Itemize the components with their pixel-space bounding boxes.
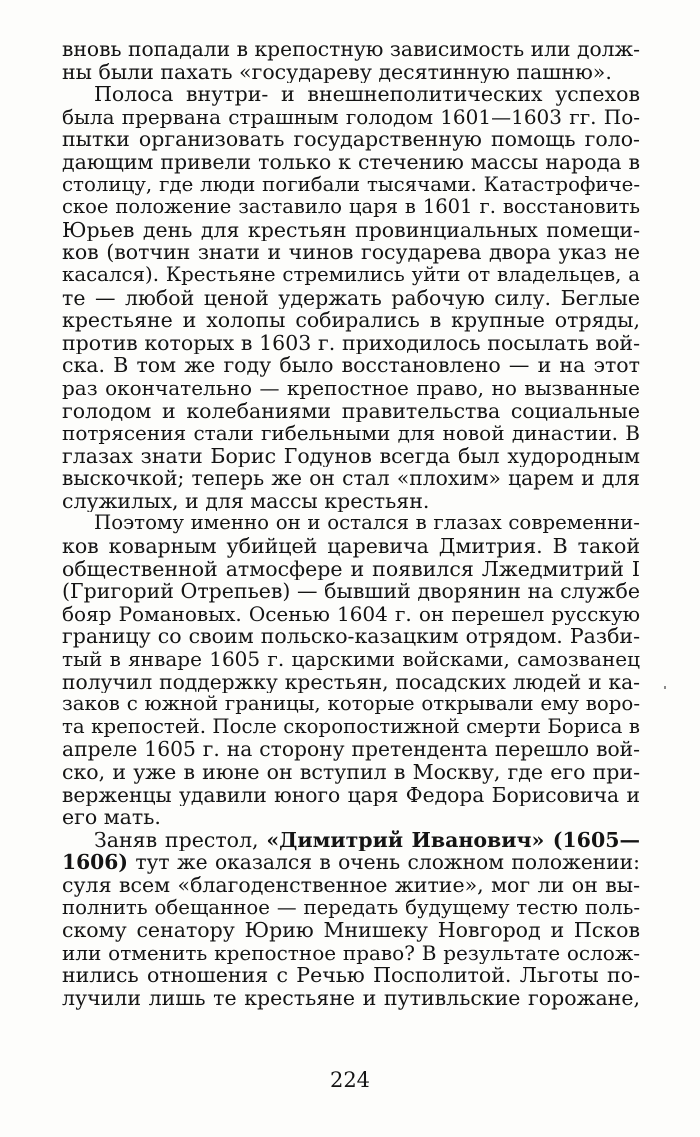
text-line: ков (вотчин знати и чинов государева двора указ не [62, 241, 640, 264]
text-line: ков коварным убийцей царевича Дмитрия. В такой [62, 535, 640, 558]
paragraph-lead: Заняв престол, [94, 828, 259, 852]
text-line: суля всем «благоденственное житие», мог ли он вы- [62, 873, 640, 897]
text-line: была прервана страшным голодом 1601—1603 гг. По- [62, 105, 640, 129]
text-line: бояр Романовых. Осенью 1604 г. он перешел русскую [62, 602, 640, 626]
text-line: глазах знати Борис Годунов всегда был худородным [62, 444, 640, 468]
text-line: ны были пахать «государеву десятинную пашню». [62, 60, 612, 84]
text-line: (Григорий Отрепьев) — бывший дворянин на службе [62, 580, 640, 603]
text-line: выскочкой; теперь же он стал «плохим» царем и для [62, 467, 640, 490]
text-line: потрясения стали гибельными для новой династии. В [62, 422, 640, 445]
body-text [62, 38, 640, 1010]
text-line: крестьяне и холопы собирались в крупные отряды, [62, 309, 640, 332]
text-line: заков с южной границы, которые открывали ему воро- [62, 693, 640, 716]
line-continuation: тут же оказался в очень сложном положении: [135, 851, 640, 874]
text-line: вновь попадали в крепостную зависимость или долж- [62, 38, 640, 61]
text-line: те — любой ценой удержать рабочую силу. Беглые [62, 286, 640, 310]
text-line: та крепостей. После скоропостижной смерти Бориса в [62, 715, 640, 738]
scan-speck [664, 686, 666, 689]
text-line: границу со своим польско-казацким отрядом. Разби- [62, 625, 640, 649]
text-line: общественной атмосфере и появился Лжедмитрий I [62, 557, 640, 581]
paragraph-start-line: Полоса внутри- и внешнеполитических успехов [94, 83, 640, 106]
ruler-name-bold: «Димитрий Иванович» (1605— [266, 828, 640, 852]
page-number: 224 [329, 1068, 371, 1092]
text-line: верженцы удавили юного царя Федора Борисовича и [62, 783, 640, 807]
text-line: ска. В том же году было восстановлено — и на этот [62, 354, 640, 377]
text-line: ское положение заставило царя в 1601 г. восстановить [62, 196, 640, 219]
text-line: его мать. [62, 806, 161, 829]
text-line: нились отношения с Речью Посполитой. Льготы по- [62, 964, 640, 987]
text-line [62, 851, 640, 874]
text-line: тый в январе 1605 г. царскими войсками, самозванец [62, 648, 640, 671]
text-line: полнить обещанное — передать будущему тестю поль- [62, 896, 640, 919]
text-line: апреле 1605 г. на сторону претендента перешло вой- [62, 738, 640, 761]
reign-end-year-bold: 1606) [62, 851, 128, 874]
text-line: скому сенатору Юрию Мнишеку Новгород и Псков [62, 919, 640, 942]
text-line: касался). Крестьяне стремились уйти от владельцев, а [62, 263, 640, 286]
text-line: или отменить крепостное право? В результате ослож- [62, 941, 640, 965]
text-line: пытки организовать государственную помощь голо- [62, 128, 640, 151]
text-line: служилых, и для массы крестьян. [62, 489, 430, 513]
paragraph-start-line [62, 829, 640, 852]
text-line: получил поддержку крестьян, посадских людей и ка- [62, 670, 640, 694]
text-line: ско, и уже в июне он вступил в Москву, где его при- [62, 761, 640, 784]
text-line: голодом и колебаниями правительства социальные [62, 399, 640, 423]
text-line: дающим привели только к стечению массы народа в [62, 150, 640, 174]
text-line: столицу, где люди погибали тысячами. Катастрофиче- [62, 173, 640, 196]
text-line: раз окончательно — крепостное право, но вызванные [62, 376, 640, 400]
text-line: Юрьев день для крестьян провинциальных помещи- [62, 218, 640, 242]
text-line: лучили лишь те крестьяне и путивльские горожане, [62, 986, 640, 1010]
text-line: против которых в 1603 г. приходилось посылать вой- [62, 331, 640, 355]
paragraph-start-line: Поэтому именно он и остался в глазах современни- [94, 512, 640, 535]
